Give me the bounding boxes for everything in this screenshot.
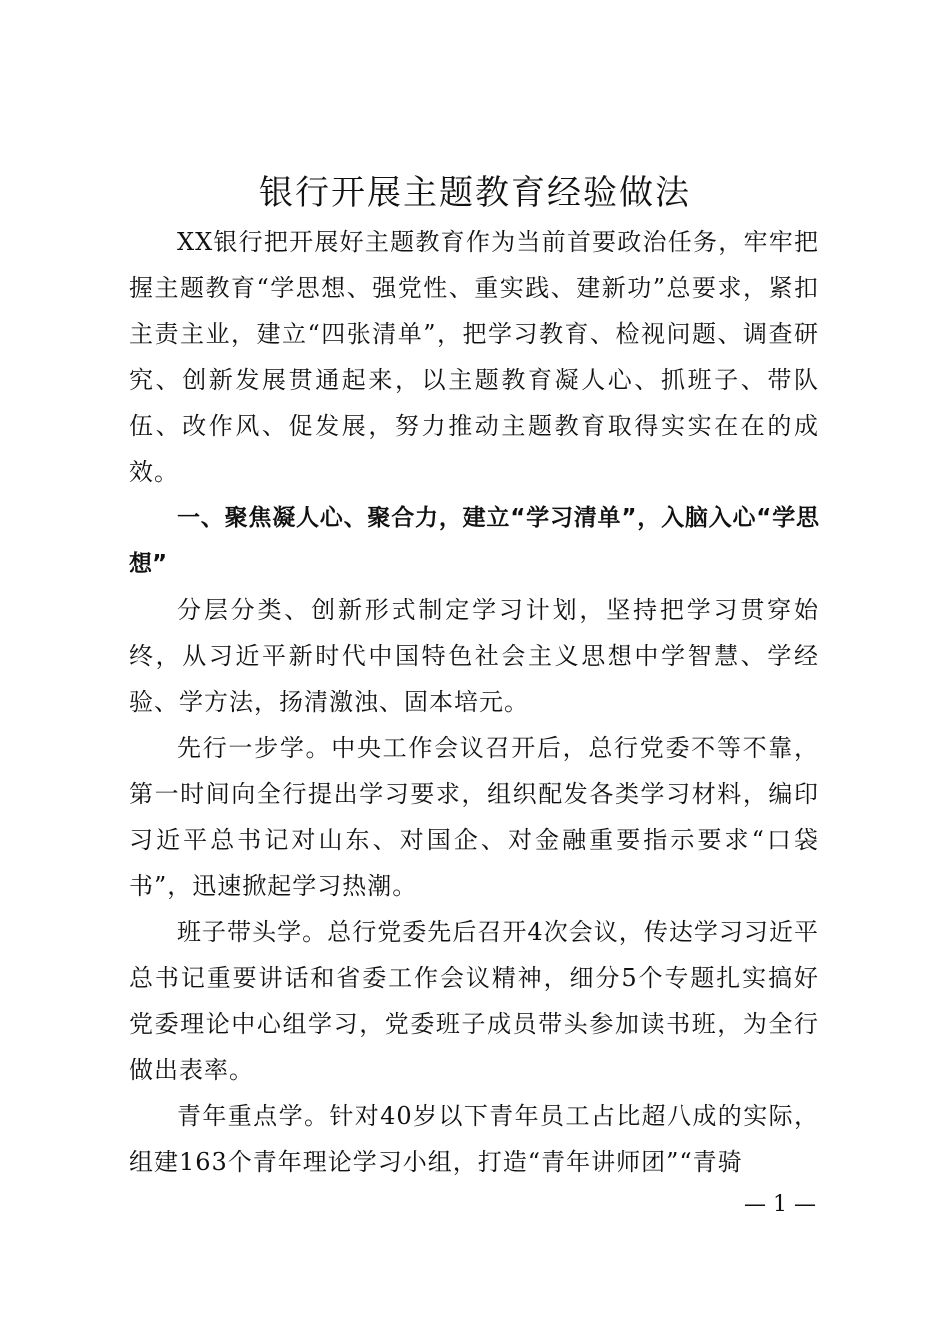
section-1-paragraph-3: 班子带头学。总行党委先后召开4次会议，传达学习习近平总书记重要讲话和省委工作会议精神，细分5个专题扎实搞好党委理论中心组学习，党委班子成员带头参加读书班，为全行做出表率。 [129, 918, 819, 1084]
section-1-paragraph-2: 先行一步学。中央工作会议召开后，总行党委不等不靠，第一时间向全行提出学习要求，组织配发各类学习材料，编印习近平总书记对山东、对国企、对金融重要指示要求“口袋书”，迅速掀起学习热潮。 [129, 734, 819, 900]
section-1-paragraph-4: 青年重点学。针对40岁以下青年员工占比超八成的实际，组建163个青年理论学习小组，打造“青年讲师团”“青骑 [129, 1102, 819, 1176]
page-number: — 1 — [744, 1192, 816, 1217]
section-heading-1: 一、聚焦凝人心、聚合力，建立“学习清单”，入脑入心“学思想” [129, 505, 819, 577]
section-1-paragraph-1: 分层分类、创新形式制定学习计划，坚持把学习贯穿始终，从习近平新时代中国特色社会主义思想中学智慧、学经验、学方法，扬清激浊、固本培元。 [129, 596, 819, 716]
document-title: 银行开展主题教育经验做法 [259, 173, 691, 213]
intro-paragraph: XX银行把开展好主题教育作为当前首要政治任务，牢牢把握主题教育“学思想、强党性、重实践、建新功”总要求，紧扣主责主业，建立“四张清单”，把学习教育、检视问题、调查研究、创新发展贯通起来，以主题教育凝人心、抓班子、带队伍、改作风、促发展，努力推动主题教育取得实实在在的成效。 [129, 228, 819, 486]
document-body [129, 219, 819, 1185]
